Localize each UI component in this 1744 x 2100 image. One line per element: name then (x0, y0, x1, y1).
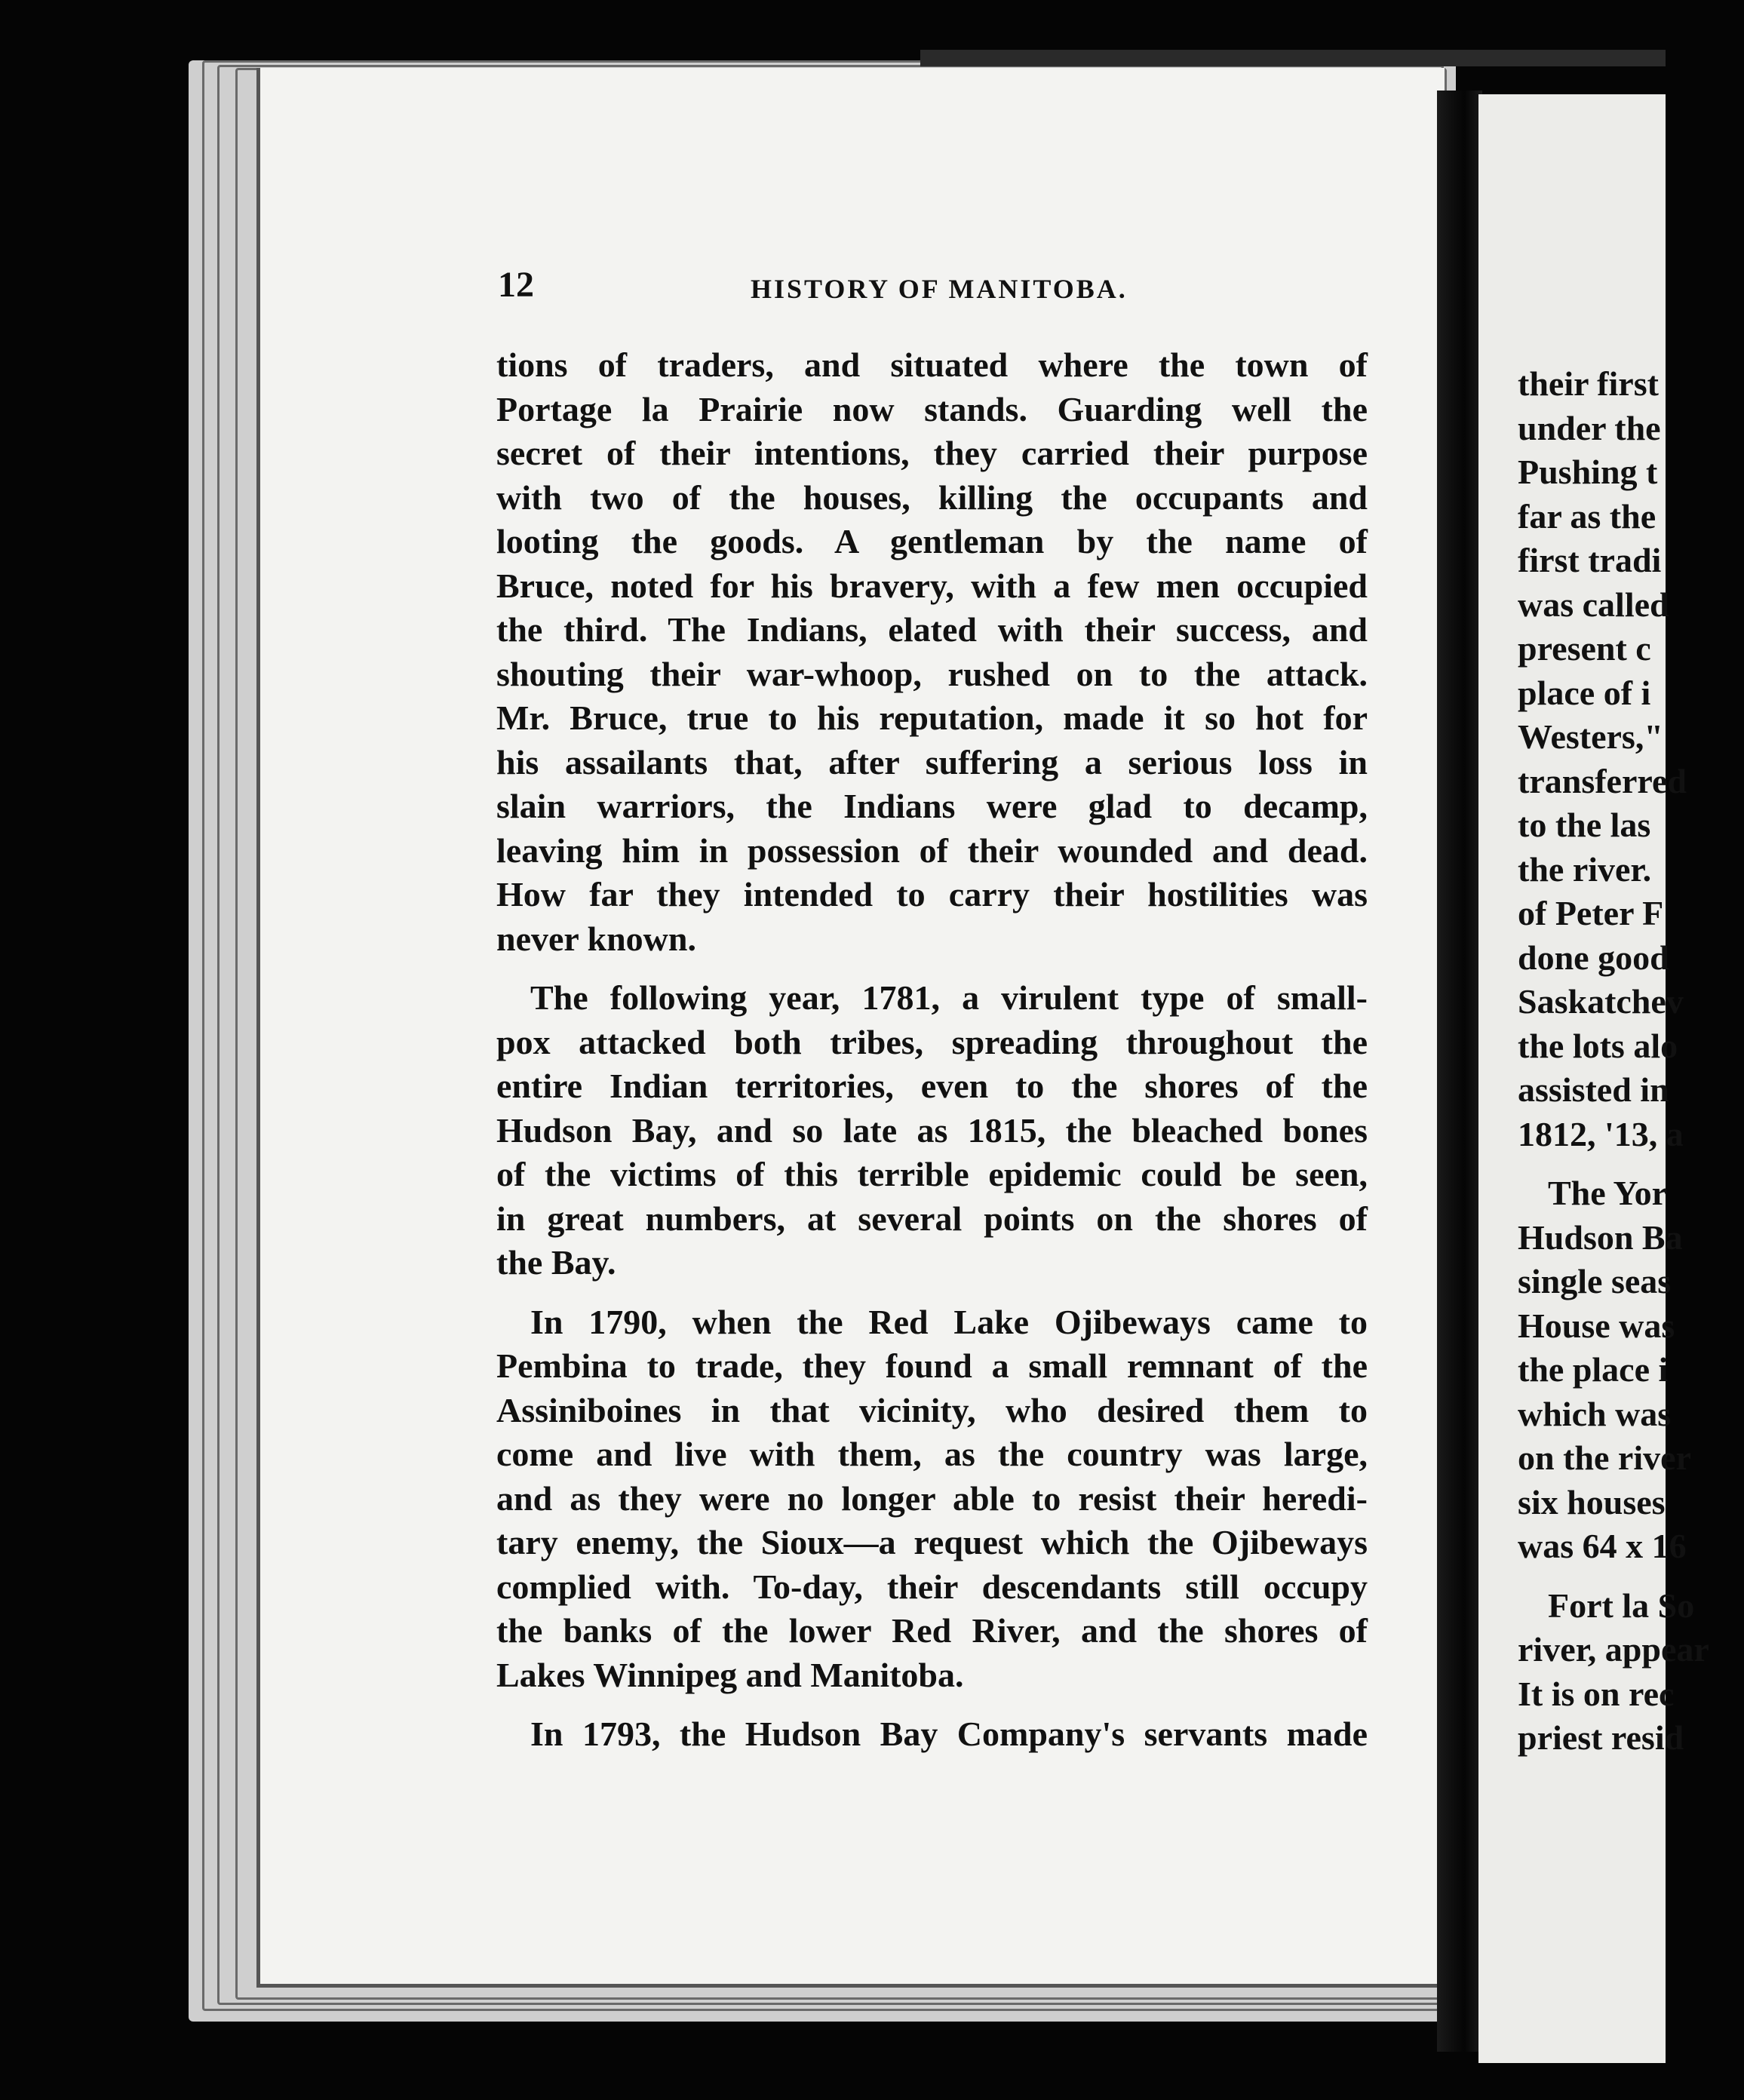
text-line: Fort la So (1548, 1586, 1695, 1625)
text-line: the Bay. (496, 1243, 616, 1282)
text-line: the banks of the lower Red River, and the shores of (496, 1611, 1368, 1650)
text-line: entire Indian territories, even to the shores of the (496, 1067, 1368, 1105)
text-line: slain warriors, the Indians were glad to decamp, (496, 787, 1368, 825)
text-line: In 1790, when the Red Lake Ojibeways came to (530, 1302, 1368, 1341)
text-line: never known. (496, 919, 696, 958)
text-line: river, appear (1518, 1630, 1709, 1669)
text-line: leaving him in possession of their wounded and dead. (496, 830, 1368, 870)
text-line: looting the goods. A gentleman by the name of (496, 522, 1368, 560)
text-line: How far they intended to carry their hostilities was (496, 875, 1368, 913)
text-line: his assailants that, after suffering a serious loss in (496, 742, 1368, 781)
text-line: come and live with them, as the country was large, (496, 1435, 1368, 1473)
text-line: with two of the houses, killing the occupants and (496, 477, 1368, 517)
main-text (496, 343, 1368, 1757)
text-line: priest resid (1518, 1718, 1684, 1757)
text-line: Bruce, noted for his bravery, with a few men occupied (496, 566, 1368, 605)
text-line: of Peter F (1518, 894, 1664, 932)
text-line: Westers," (1518, 717, 1663, 756)
text-line: Hudson Bay, and so late as 1815, the bleached bones (496, 1110, 1368, 1150)
text-line: It is on rec (1518, 1674, 1675, 1713)
paragraph (496, 1300, 1368, 1698)
text-line: place of i (1518, 673, 1651, 712)
text-line: Saskatchev (1518, 982, 1684, 1021)
page-header (498, 264, 1373, 309)
text-line: 1812, '13, a (1518, 1114, 1684, 1153)
text-line: single seas (1518, 1262, 1672, 1300)
binding-shadow (920, 50, 1666, 66)
text-line: the lots alo (1518, 1026, 1678, 1065)
facing-page-text (1518, 362, 1744, 1761)
text-line: present c (1518, 629, 1651, 668)
text-line: the third. The Indians, elated with their success, and (496, 610, 1368, 649)
text-line: the place i (1518, 1350, 1669, 1389)
text-line: under the (1518, 408, 1661, 447)
text-line: Pushing t (1518, 453, 1658, 491)
text-line: was called (1518, 585, 1669, 624)
text-line: Pembina to trade, they found a small remnant of the (496, 1346, 1368, 1385)
paragraph (496, 976, 1368, 1285)
text-line: first tradi (1518, 541, 1662, 579)
text-line: secret of their intentions, they carried their purpose (496, 434, 1368, 472)
text-line: The following year, 1781, a virulent type of small- (530, 978, 1368, 1017)
text-line: their first (1518, 364, 1659, 403)
text-line: six houses (1518, 1482, 1666, 1521)
paragraph (496, 343, 1368, 961)
text-line: tions of traders, and situated where the town of (496, 345, 1368, 384)
text-line: transferred (1518, 761, 1687, 800)
text-line: on the river (1518, 1438, 1691, 1477)
text-line: of the victims of this terrible epidemic could be seen, (496, 1155, 1368, 1193)
text-line: In 1793, the Hudson Bay Company's servants made (530, 1715, 1368, 1753)
text-line: was 64 x 16 (1518, 1527, 1687, 1565)
text-line: Assiniboines in that vicinity, who desired them to (496, 1390, 1368, 1429)
text-line: pox attacked both tribes, spreading throughout the (496, 1022, 1368, 1061)
page-number: 12 (498, 265, 534, 305)
text-line: which was (1518, 1394, 1672, 1433)
paragraph (496, 1712, 1368, 1757)
text-line: tary enemy, the Sioux—a request which the Ojibeways (496, 1523, 1368, 1561)
text-line: shouting their war-whoop, rushed on to the attack. (496, 654, 1368, 693)
text-line: assisted in (1518, 1070, 1669, 1109)
text-line: in great numbers, at several points on the shores of (496, 1199, 1368, 1238)
text-line: Lakes Winnipeg and Manitoba. (496, 1655, 964, 1694)
book-gutter (1437, 91, 1482, 2052)
text-line: done good (1518, 938, 1669, 977)
text-line: Portage la Prairie now stands. Guarding well the (496, 389, 1368, 428)
text-line: far as the (1518, 496, 1656, 536)
text-line: House was (1518, 1306, 1675, 1345)
text-line: and as they were no longer able to resist their heredi- (496, 1478, 1368, 1518)
text-line: The Yor (1548, 1174, 1668, 1212)
text-line: Mr. Bruce, true to his reputation, made it so hot for (496, 698, 1368, 737)
text-line: complied with. To-day, their descendants still occupy (496, 1567, 1368, 1606)
text-line: to the las (1518, 806, 1651, 844)
running-title: HISTORY OF MANITOBA. (751, 274, 1128, 304)
text-line: the river. (1518, 849, 1652, 889)
text-line: Hudson Ba (1518, 1217, 1683, 1257)
